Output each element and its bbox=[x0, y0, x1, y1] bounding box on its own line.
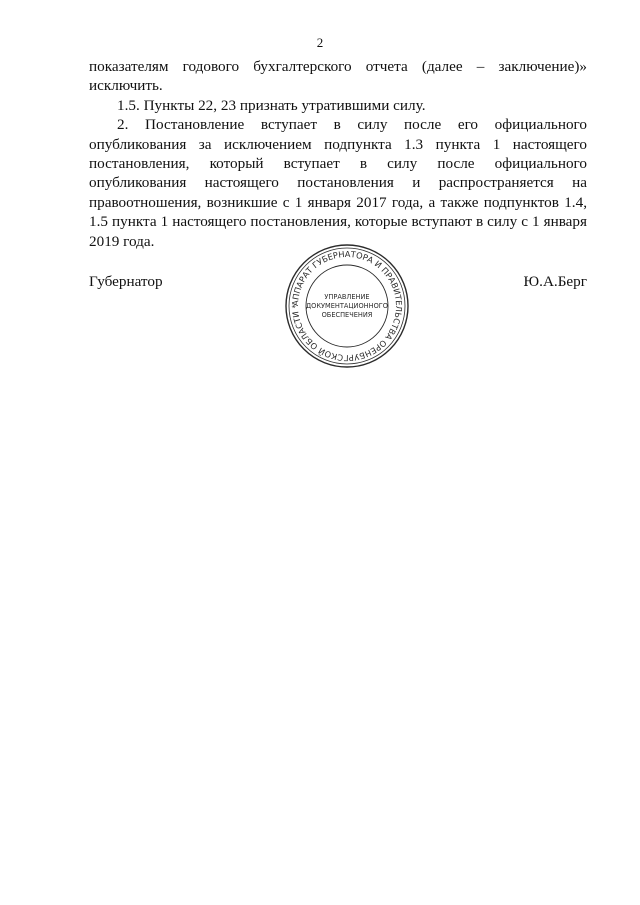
paragraph-item-1-5: 1.5. Пункты 22, 23 признать утратившими силу. bbox=[117, 96, 426, 114]
paragraph-item-2: 2. Постановление вступает в силу после его официального опубликования за исключением подпункта 1.3 пункта 1 настоящего постановления, который вступает в силу после официального опубликования настоящего постановления и распространяется на правоотношения, возникшие с 1 января 2017 года, а также подпунктов 1.4, 1.5 пункта 1 настоящего постановления, которые вступают в силу с 1 января 2019 года. bbox=[89, 116, 587, 250]
paragraph-continuation: показателям годового бухгалтерского отчета (далее – заключение)» исключить. bbox=[89, 58, 587, 95]
signature-name: Ю.А.Берг bbox=[523, 273, 587, 290]
document-body bbox=[89, 57, 587, 251]
seal-center-line-1: УПРАВЛЕНИЕ bbox=[324, 293, 370, 301]
official-seal-stamp bbox=[284, 243, 410, 369]
seal-center-line-2: ДОКУМЕНТАЦИОННОГО bbox=[306, 302, 388, 310]
seal-center-line-3: ОБЕСПЕЧЕНИЯ bbox=[321, 311, 373, 319]
seal-ring-text: АППАРАТ ГУБЕРНАТОРА И ПРАВИТЕЛЬСТВА ОРЕНБУРГСКОЙ ОБЛАСТИ * bbox=[289, 248, 405, 364]
signature-title: Губернатор bbox=[89, 273, 163, 290]
page-number: 2 bbox=[316, 35, 324, 50]
seal-graphic bbox=[284, 243, 410, 369]
